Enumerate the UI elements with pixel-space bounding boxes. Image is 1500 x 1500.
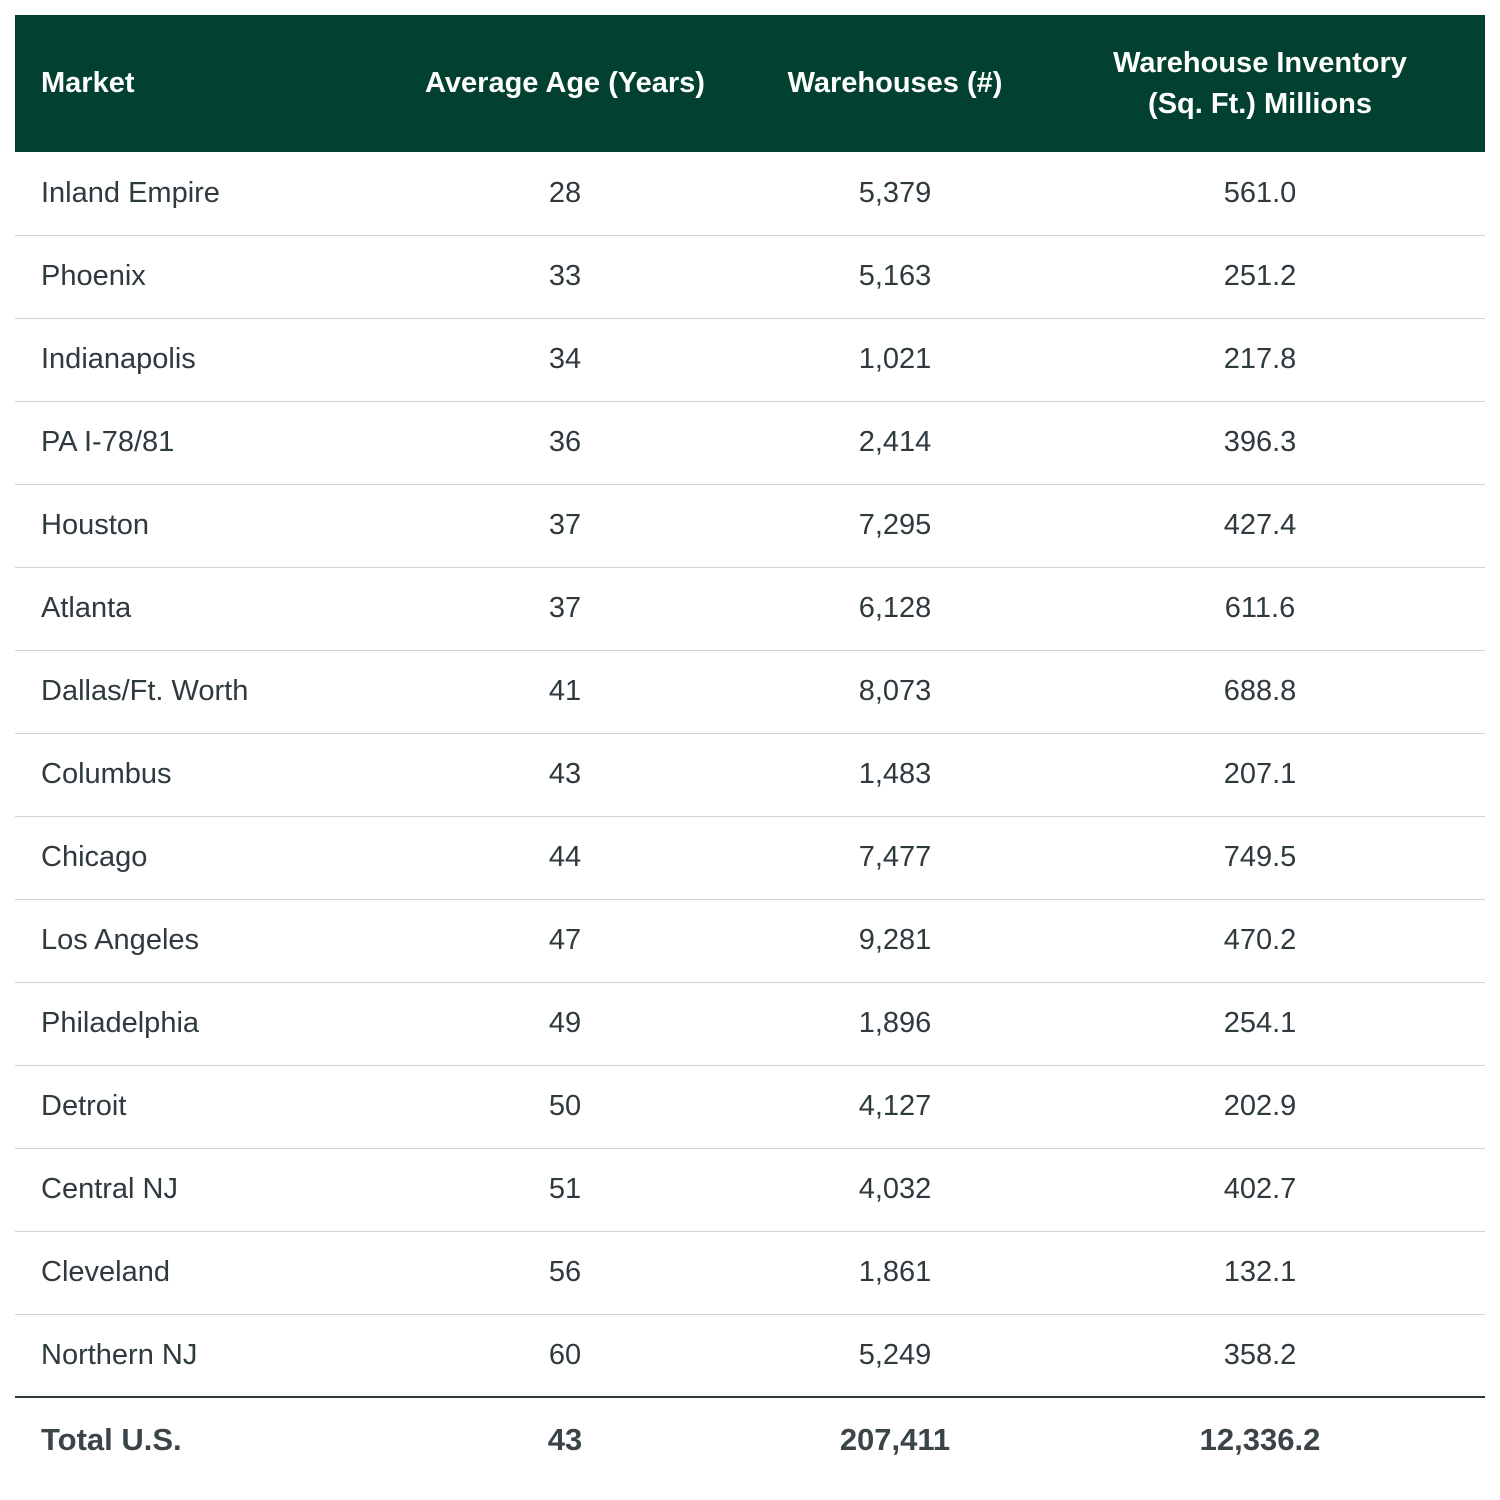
average-age-cell: 34 [548,343,582,375]
average-age-cell: 50 [548,1090,582,1122]
inventory-cell: 402.7 [1223,1173,1297,1205]
warehouses-cell: 9,281 [858,924,932,956]
market-cell: Indianapolis [41,343,196,375]
market-cell: Northern NJ [41,1338,198,1371]
table-row [15,816,1485,899]
warehouses-cell: 7,295 [858,509,932,541]
market-cell: Inland Empire [41,176,220,209]
table-row [15,152,1485,235]
average-age-cell: 37 [548,509,582,541]
inventory-cell: 217.8 [1223,343,1297,375]
table-row [15,318,1485,401]
table-row [15,1148,1485,1231]
table-row [15,982,1485,1065]
table-footer [15,1397,1485,1481]
warehouses-cell: 7,477 [858,841,932,873]
inventory-cell: 749.5 [1223,841,1297,873]
market-cell: Philadelphia [41,1007,200,1039]
inventory-cell: 396.3 [1223,426,1297,458]
header-market: Market [41,67,135,99]
header-warehouse-inventory [1035,15,1485,152]
warehouses-cell: 2,414 [858,426,932,458]
warehouses-cell: 4,127 [858,1090,932,1122]
average-age-cell: 56 [548,1256,582,1288]
header-average-age: Average Age (Years) [425,67,705,99]
average-age-cell: 47 [548,924,582,956]
table-row [15,235,1485,318]
market-cell: Los Angeles [41,924,200,956]
average-age-cell: 37 [548,592,582,624]
warehouses-cell: 5,379 [858,176,932,209]
table-row [15,401,1485,484]
table-row [15,650,1485,733]
warehouses-cell: 5,163 [858,260,932,292]
market-cell: Columbus [41,758,172,790]
average-age-cell: 33 [548,260,582,292]
average-age-cell: 43 [548,758,582,790]
table-row [15,733,1485,816]
average-age-cell: 36 [548,426,582,458]
inventory-cell: 202.9 [1223,1090,1297,1122]
warehouse-table-container [15,15,1485,1481]
table-row [15,567,1485,650]
average-age-cell: 44 [548,841,582,873]
inventory-cell: 358.2 [1223,1338,1297,1371]
inventory-cell: 611.6 [1224,592,1296,624]
warehouses-cell: 1,483 [858,758,932,790]
market-cell: Detroit [41,1090,127,1122]
warehouses-cell: 1,021 [858,343,932,375]
total-row [15,1397,1485,1481]
market-cell: Atlanta [41,592,132,624]
inventory-cell: 254.1 [1223,1007,1297,1039]
table-row [15,899,1485,982]
market-cell: Houston [41,509,150,541]
total-inventory-cell: 12,336.2 [1199,1421,1321,1457]
inventory-cell: 561.0 [1223,176,1297,209]
average-age-cell: 28 [548,176,582,209]
table-row [15,1065,1485,1148]
inventory-cell: 470.2 [1223,924,1297,956]
inventory-cell: 207.1 [1223,758,1297,790]
market-cell: PA I-78/81 [41,426,175,458]
warehouses-cell: 8,073 [858,675,932,707]
average-age-cell: 60 [548,1338,582,1371]
average-age-cell: 41 [548,675,582,707]
market-cell: Central NJ [41,1173,178,1205]
table-body [15,152,1485,1397]
header-inventory-line2: (Sq. Ft.) Millions [1148,87,1372,120]
header-row [15,15,1485,152]
warehouses-cell: 5,249 [858,1338,932,1371]
average-age-cell: 49 [548,1007,582,1039]
inventory-cell: 427.4 [1223,509,1297,541]
header-warehouses: Warehouses (#) [787,67,1003,99]
inventory-cell: 688.8 [1223,675,1297,707]
table-row [15,484,1485,567]
average-age-cell: 51 [548,1173,582,1205]
warehouses-cell: 4,032 [858,1173,932,1205]
header-inventory-line1: Warehouse Inventory [1113,46,1407,79]
total-market-cell: Total U.S. [41,1421,182,1457]
table-row [15,1231,1485,1314]
warehouses-cell: 6,128 [858,592,932,624]
warehouses-cell: 1,896 [858,1007,932,1039]
market-cell: Cleveland [41,1256,170,1288]
inventory-cell: 251.2 [1223,260,1297,292]
table-header [15,15,1485,152]
market-cell: Phoenix [41,260,146,292]
market-cell: Chicago [41,841,148,873]
total-warehouses-cell: 207,411 [839,1421,951,1457]
warehouse-market-table [15,15,1485,1481]
market-cell: Dallas/Ft. Worth [41,675,249,707]
table-row [15,1314,1485,1397]
warehouses-cell: 1,861 [858,1256,932,1288]
inventory-cell: 132.1 [1223,1256,1297,1288]
total-age-cell: 43 [547,1421,583,1457]
